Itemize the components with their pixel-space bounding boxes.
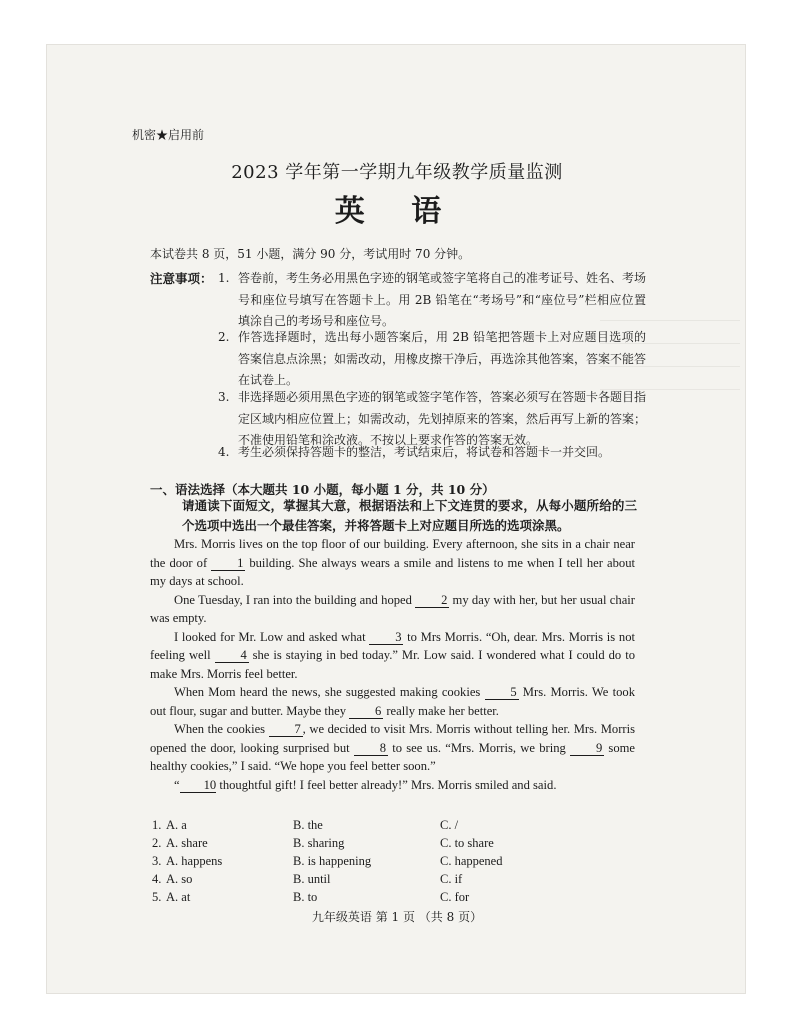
option-b: B. is happening — [293, 854, 372, 868]
option-a: A. share — [166, 836, 208, 850]
option-number: 1. — [152, 818, 162, 832]
option-a: A. happens — [166, 854, 223, 868]
option-a: A. a — [166, 818, 187, 832]
passage-paragraph: One Tuesday, I ran into the building and hoped 2 my day with her, but her usual chair was empty. — [150, 592, 635, 625]
option-number: 4. — [152, 872, 162, 886]
subject-title: 英 语 — [334, 194, 460, 229]
option-a: A. so — [166, 872, 193, 886]
note-number: 2. — [218, 330, 230, 344]
passage-paragraph: Mrs. Morris lives on the top floor of our building. Every afternoon, she sits in a chair near the door of 1 building. She always wears a smile and listens to me when I tell her about my days at school. — [150, 537, 635, 588]
exam-title: 2023 学年第一学期九年级教学质量监测 — [231, 162, 563, 183]
blank-5: 5 — [485, 685, 519, 700]
option-b: B. until — [293, 872, 331, 886]
passage-paragraph: When Mom heard the news, she suggested making cookies 5 Mrs. Morris. We took out flour, sugar and butter. Maybe they 6 really make her better. — [150, 685, 635, 718]
exam-info: 本试卷共 8 页，51 小题，满分 90 分，考试用时 70 分钟。 — [150, 247, 471, 261]
blank-7: 7 — [269, 722, 303, 737]
option-c: C. to share — [440, 836, 494, 850]
passage-paragraph: I looked for Mr. Low and asked what 3 to Mrs Morris. “Oh, dear. Mrs. Morris is not feeling well 4 she is staying in bed today.” Mr. Low said. I wondered what I could do to make Mrs. Morris feel better. — [150, 629, 636, 681]
reading-passage — [150, 535, 635, 794]
note-text: 考生必须保持答题卡的整洁，考试结束后，将试卷和答题卡一并交回。 — [238, 445, 611, 459]
note-item — [218, 327, 646, 392]
notes-label: 注意事项： — [150, 271, 213, 286]
note-item — [218, 442, 646, 464]
section-title: 一、语法选择（本大题共 10 小题，每小题 1 分，共 10 分） — [150, 482, 495, 497]
option-b: B. the — [293, 818, 323, 832]
page-footer: 九年级英语 第 1 页 （共 8 页） — [311, 910, 483, 924]
option-c: C. happened — [440, 854, 503, 868]
note-number: 3. — [218, 390, 230, 404]
note-text: 非选择题必须用黑色字迹的钢笔或签字笔作答，答案必须写在答题卡各题目指定区域内相应位置上；如需改动，先划掉原来的答案，然后再写上新的答案；不准使用铅笔和涂改液。不按以上要求作答的答案无效。 — [238, 390, 647, 447]
option-number: 3. — [152, 854, 162, 868]
confidential-mark: 机密★启用前 — [132, 128, 205, 142]
blank-6: 6 — [349, 704, 383, 719]
option-a: A. at — [166, 890, 191, 904]
blank-3: 3 — [369, 630, 403, 645]
blank-8: 8 — [354, 741, 388, 756]
note-item — [218, 268, 646, 333]
blank-2: 2 — [415, 593, 449, 608]
option-b: B. to — [293, 890, 318, 904]
note-number: 4. — [218, 445, 230, 459]
option-number: 2. — [152, 836, 162, 850]
note-text: 答卷前，考生务必用黑色字迹的钢笔或签字笔将自己的准考证号、姓名、考场号和座位号填写在答题卡上。用 2B 铅笔在“考场号”和“座位号”栏相应位置填涂自己的考场号和座位号。 — [238, 271, 647, 328]
option-c: C. if — [440, 872, 463, 886]
section-instructions: 请通读下面短文，掌握其大意，根据语法和上下文连贯的要求，从每小题所给的三个选项中选出一个最佳答案，并将答题卡上对应题目所选的选项涂黑。 — [182, 498, 637, 533]
option-number: 5. — [152, 890, 162, 904]
note-number: 1. — [218, 271, 230, 285]
blank-4: 4 — [215, 648, 249, 663]
note-text: 作答选择题时，选出每小题答案后，用 2B 铅笔把答题卡上对应题目选项的答案信息点涂黑；如需改动，用橡皮擦干净后，再选涂其他答案，答案不能答在试卷上。 — [238, 330, 647, 387]
blank-10: 10 — [180, 778, 217, 793]
option-c: C. for — [440, 890, 470, 904]
passage-paragraph: “ 10 thoughtful gift! I feel better already!” Mrs. Morris smiled and said. — [174, 777, 557, 792]
blank-9: 9 — [570, 741, 604, 756]
option-b: B. sharing — [293, 836, 345, 850]
blank-1: 1 — [211, 556, 245, 571]
passage-paragraph: When the cookies 7 , we decided to visit Mrs. Morris without telling her. Mrs. Morris opened the door, looking surprised but 8 to see us. “Mrs. Morris, we bring 9 some healthy cookies,” I said. “We hope you feel better soon.” — [150, 722, 636, 773]
option-c: C. / — [440, 818, 459, 832]
